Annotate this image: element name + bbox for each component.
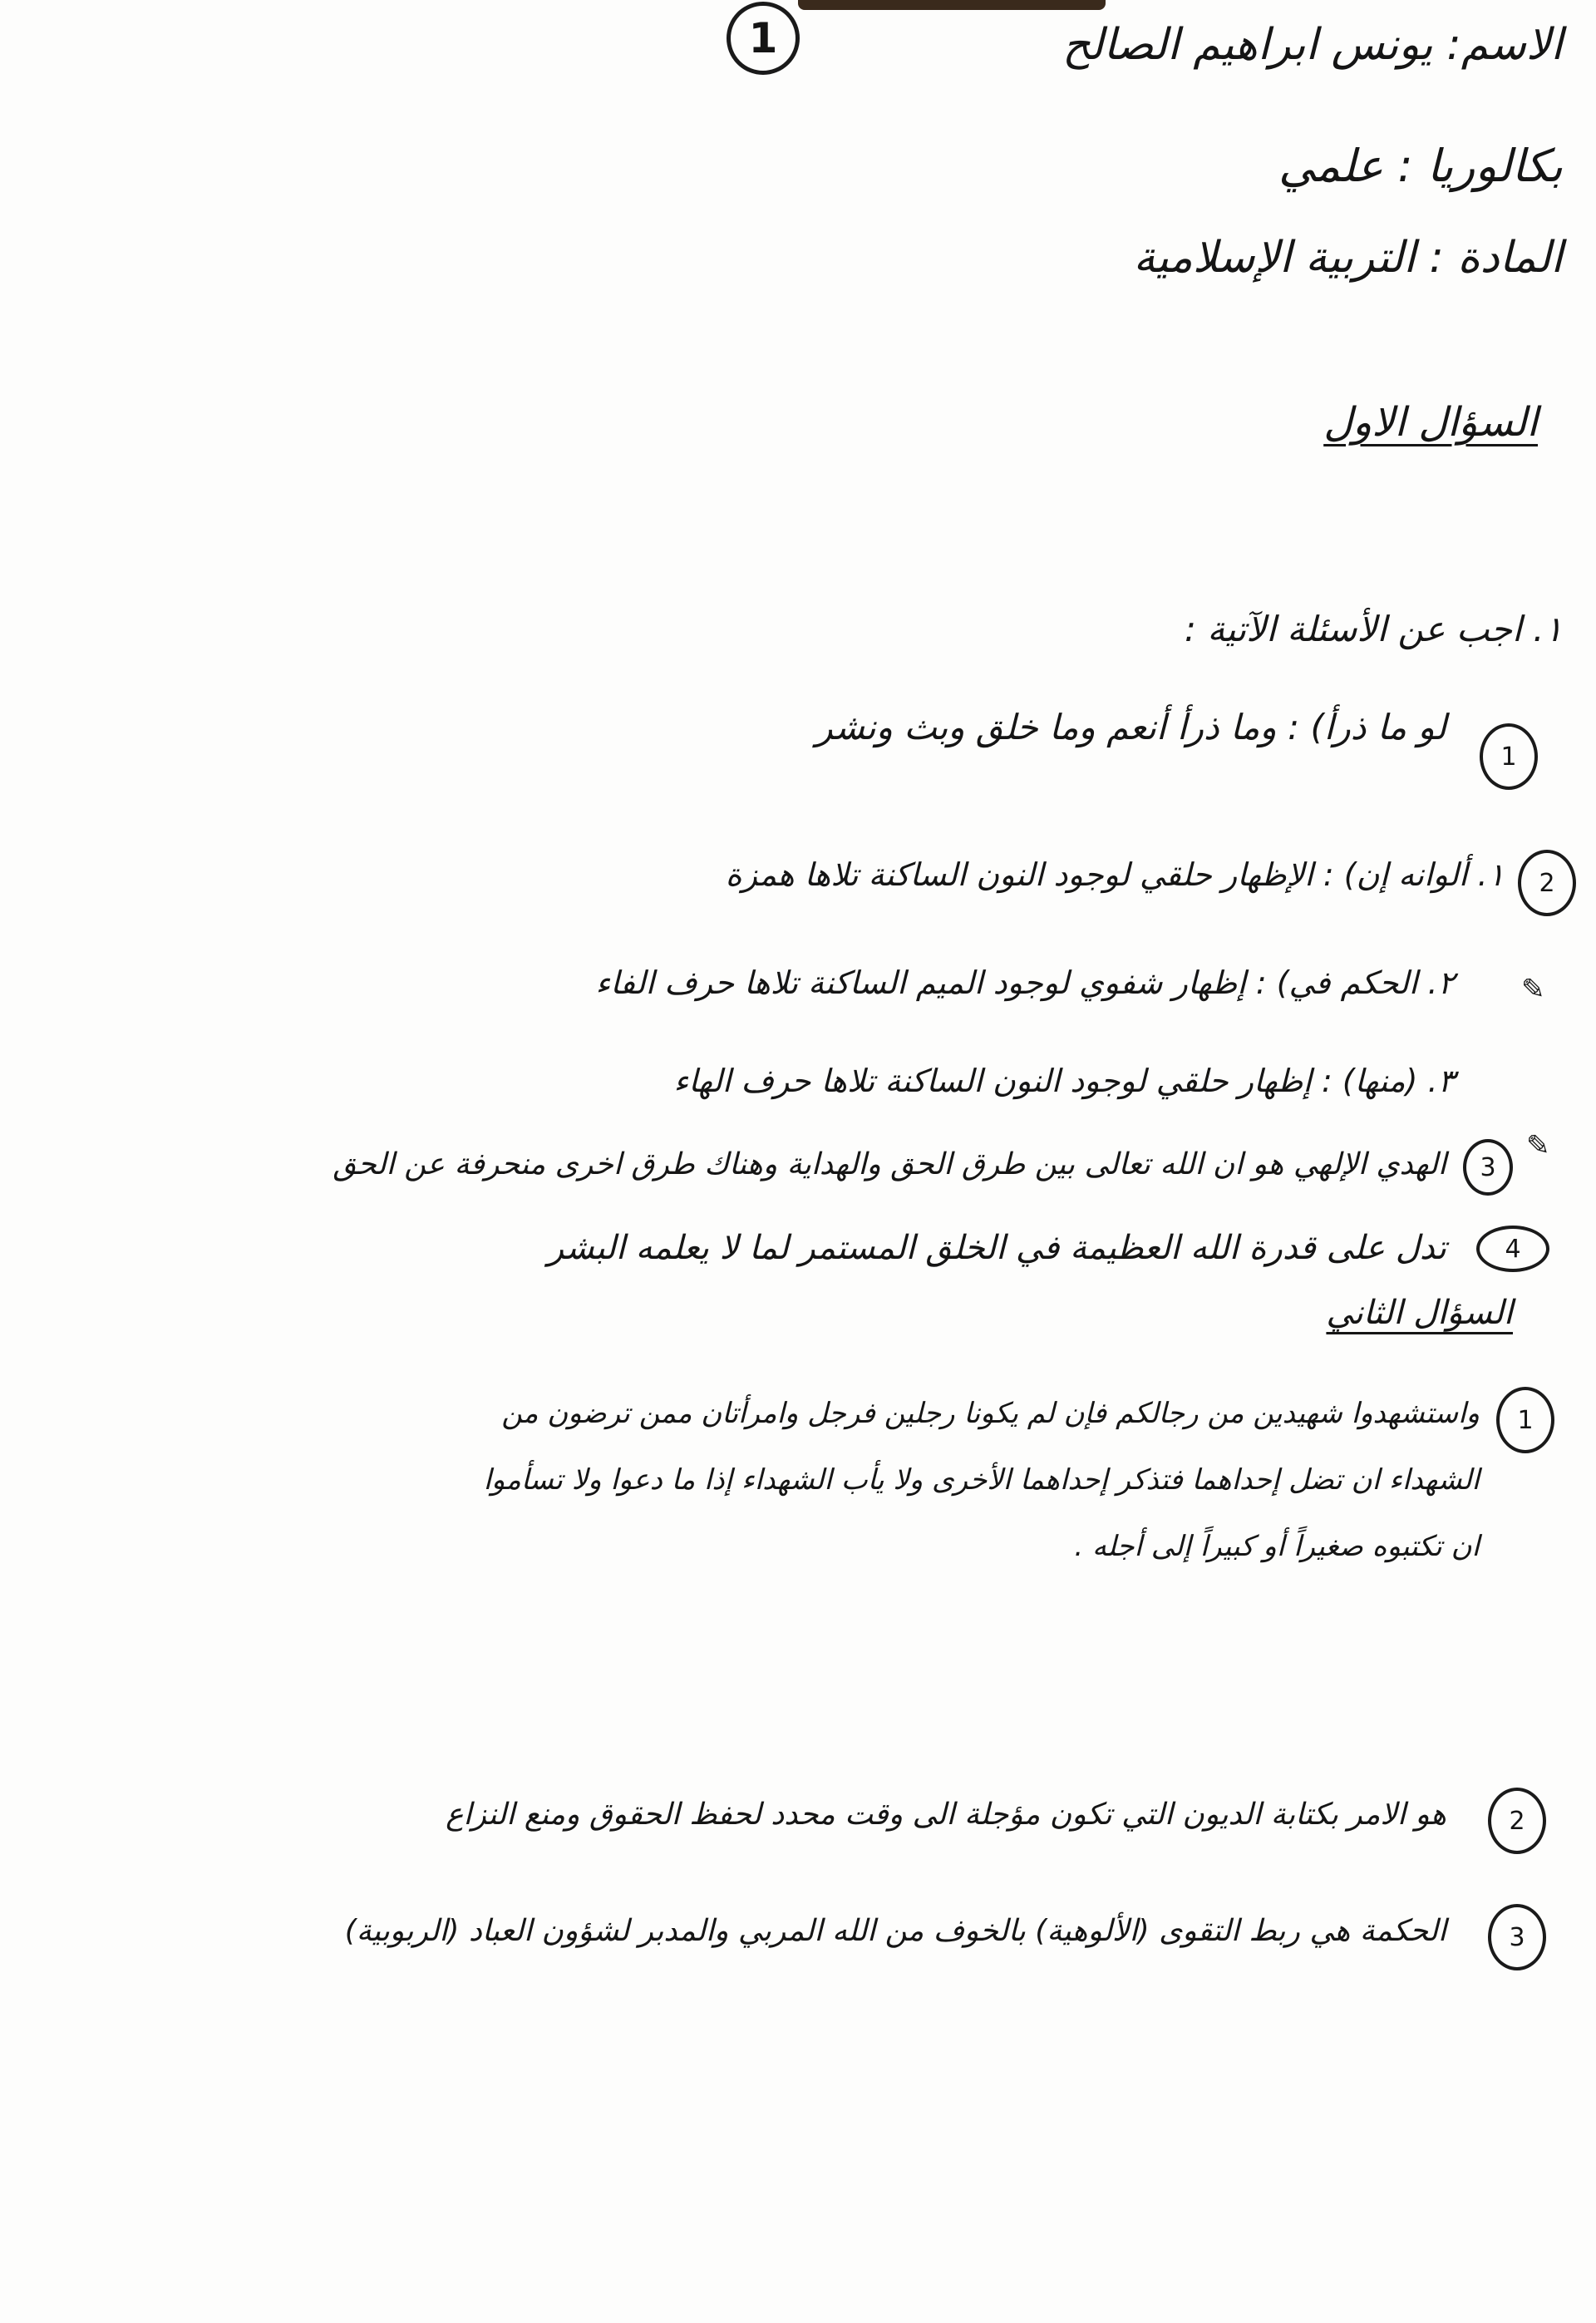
q2-item-1-line-2: الشهداء ان تضل إحداهما فتذكر إحداهما الأخرى ولا يأب الشهداء إذا ما دعوا ولا تسأموا <box>483 1463 1480 1497</box>
question-1-title: السؤال الاول <box>1323 399 1538 446</box>
q1-item-4-answer: تدل على قدرة الله العظيمة في الخلق المستمر لما لا يعلمه البشر <box>547 1229 1446 1267</box>
question-1-instruction: ١. اجب عن الأسئلة الآتية : <box>1184 609 1563 649</box>
q2-item-2-number: 2 <box>1488 1788 1546 1854</box>
q2-item-3-number: 3 <box>1488 1904 1546 1970</box>
q1-item-2-line-3: ٣. (منها) : إظهار حلقي لوجود النون الساكنة تلاها حرف الهاء <box>673 1063 1455 1099</box>
margin-scribble: ✎ <box>1521 973 1545 1006</box>
margin-scribble: ✎ <box>1526 1129 1550 1162</box>
q1-item-2-line-2: ٢. الحكم في) : إظهار شفوي لوجود الميم الساكنة تلاها حرف الفاء <box>595 964 1455 1001</box>
q1-item-2-line-1: ١. ألوانه إن) : الإظهار حلقي لوجود النون الساكنة تلاها همزة <box>725 856 1505 893</box>
q1-item-1-number: 1 <box>1480 723 1538 790</box>
q2-item-2-answer: هو الامر بكتابة الديون التي تكون مؤجلة الى وقت محدد لحفظ الحقوق ومنع النزاع <box>446 1798 1446 1832</box>
page-number-circle <box>727 2 800 75</box>
q1-item-2-number: 2 <box>1518 850 1576 916</box>
question-2-title: السؤال الثاني <box>1326 1294 1513 1332</box>
q1-item-1-answer: لو ما ذرأ) : وما ذرأ أنعم وما خلق وبث ونشر <box>815 707 1446 747</box>
class-line: بكالوريا : علمي <box>1278 140 1563 192</box>
subject-line: المادة : التربية الإسلامية <box>1133 233 1563 283</box>
q2-item-1-line-3: ان تكتبوه صغيراً أو كبيراً إلى أجله . <box>1074 1530 1480 1563</box>
page-number: 1 <box>748 14 778 62</box>
q2-item-1-line-1: واستشهدوا شهيدين من رجالكم فإن لم يكونا رجلين فرجل وامرأتان ممن ترضون من <box>501 1397 1480 1430</box>
q1-item-4-number: 4 <box>1476 1226 1549 1272</box>
q2-item-3-answer: الحكمة هي ربط التقوى (الألوهية) بالخوف من الله المربي والمدبر لشؤون العباد (الربوبية) <box>344 1914 1446 1948</box>
q1-item-3-number: 3 <box>1463 1139 1513 1196</box>
top-edge-shadow <box>798 0 1106 10</box>
student-name-line: الاسم: يونس ابراهيم الصالح <box>1062 20 1563 70</box>
q2-item-1-number: 1 <box>1496 1387 1554 1453</box>
q1-item-3-answer: الهدي الإلهي هو ان الله تعالى بين طرق الحق والهداية وهناك طرق اخرى منحرفة عن الحق <box>332 1147 1446 1181</box>
